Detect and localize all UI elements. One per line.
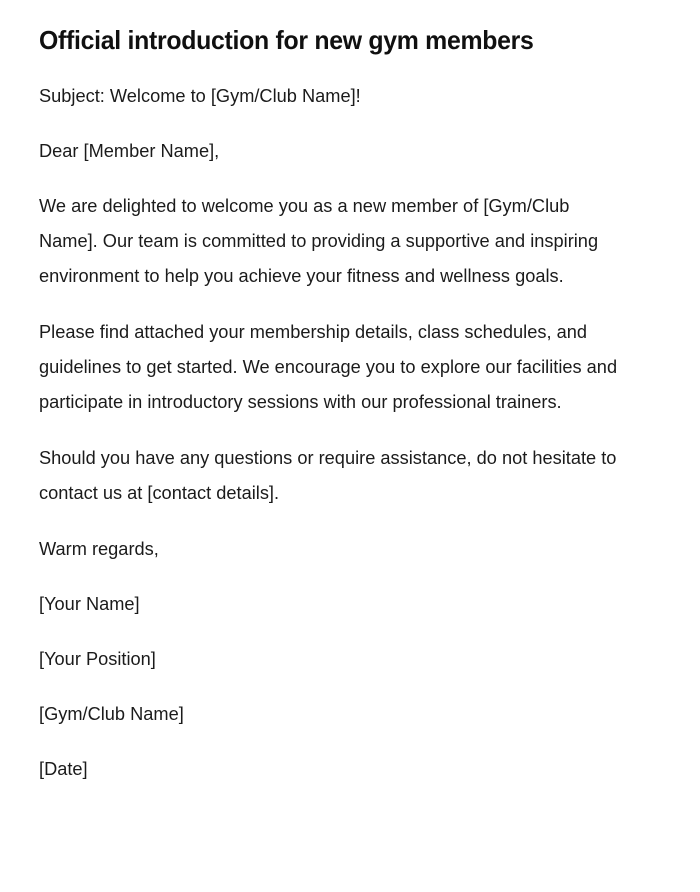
closing: Warm regards, [39, 538, 159, 559]
subject-line: Subject: Welcome to [Gym/Club Name]! [39, 85, 361, 106]
signature-organization: [Gym/Club Name] [39, 703, 184, 724]
signature-date: [Date] [39, 758, 88, 779]
page-title: Official introduction for new gym members [39, 25, 534, 55]
signature-position: [Your Position] [39, 648, 156, 669]
letter-body [39, 78, 660, 786]
paragraph-attachments: Please find attached your membership details, class schedules, and guidelines to get started. We encourage you to explore our facilities and participate in introductory sessions with our professional trainers. [39, 321, 618, 412]
signature-name: [Your Name] [39, 593, 140, 614]
salutation: Dear [Member Name], [39, 140, 220, 161]
paragraph-welcome: We are delighted to welcome you as a new member of [Gym/Club Name]. Our team is committed to providing a supportive and inspiring environment to help you achieve your fitness and wellness goals. [39, 195, 599, 286]
paragraph-contact: Should you have any questions or require assistance, do not hesitate to contact us at [contact details]. [39, 447, 617, 503]
